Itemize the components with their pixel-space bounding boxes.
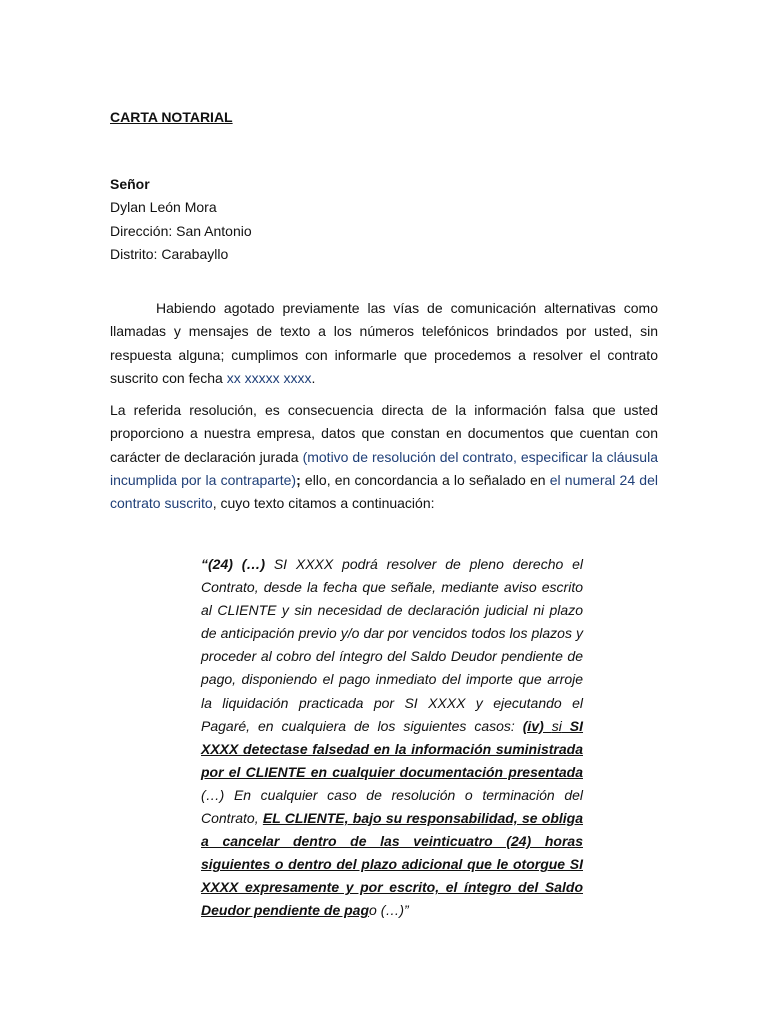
document-title: CARTA NOTARIAL — [110, 109, 233, 125]
quote-text-a: SI XXXX podrá resolver de pleno derecho el Contrato, desde la fecha que señale, mediante aviso escrito al CLIENTE y sin necesidad de declaración judicial ni plazo de anticipación previo y/o dar por vencidos todos los plazos y proceder al cobro del íntegro del Saldo Deudor pendiente de pago, disponiendo el pago inmediato del importe que arroje la liquidación practicada por SI XXXX y ejecutando el Pagaré, en cualquiera de los siguientes casos: — [201, 556, 583, 734]
paragraph-reason — [110, 399, 658, 515]
addressee-district: Distrito: Carabayllo — [110, 245, 229, 262]
addressee-address: Dirección: San Antonio — [110, 222, 252, 239]
paragraph-reason-text-b: ello, en concordancia a lo señalado en — [300, 471, 550, 488]
salutation: Señor — [110, 176, 150, 192]
paragraph-reason-text-a: La referida resolución, es consecuencia directa de la información falsa que usted proporciono a nuestra empresa, datos que constan en documentos que cuentan con carácter de declaración jurada — [110, 402, 658, 465]
addressee-block — [110, 173, 252, 266]
reason-placeholder: (motivo de resolución del contrato, especificar la cláusula incumplida por la contraparte) — [110, 448, 658, 488]
paragraph-reason-text-c: , cuyo texto citamos a continuación: — [212, 495, 435, 512]
quote-text-b: (…) En cualquier caso de resolución o terminación del Contrato, — [201, 786, 583, 827]
clause-placeholder: el numeral 24 del contrato suscrito — [110, 471, 658, 512]
date-placeholder: xx xxxxx xxxx — [226, 369, 312, 386]
contract-quote — [201, 553, 583, 923]
paragraph-reason-semicolon: ; — [296, 471, 301, 488]
quote-bold-b: EL CLIENTE, bajo su responsabilidad, se obliga a cancelar dentro de las veinticuatro (24) horas siguientes o dentro del plazo adicional que le otorgue SI XXXX expresamente y por escrito, el íntegro del Saldo Deudor pendiente de pag — [201, 810, 583, 919]
quote-lead: “(24) (…) — [201, 556, 266, 572]
quote-tail: o (…)” — [369, 902, 409, 919]
addressee-name: Dylan León Mora — [110, 199, 217, 216]
quote-bold-a: SI XXXX detectase falsedad en la información suministrada por el CLIENTE en cualquier documentación presentada — [201, 717, 584, 780]
paragraph-intro-text: Habiendo agotado previamente las vías de comunicación alternativas como llamadas y mensajes de texto a los números telefónicos brindados por usted, sin respuesta alguna; cumplimos con informarle que procedemos a resolver el contrato suscrito con fecha — [110, 300, 658, 386]
quote-si: si — [551, 717, 562, 734]
quote-item-iv: (iv) — [522, 717, 552, 734]
paragraph-intro-end: . — [311, 369, 316, 386]
paragraph-intro — [110, 297, 658, 390]
